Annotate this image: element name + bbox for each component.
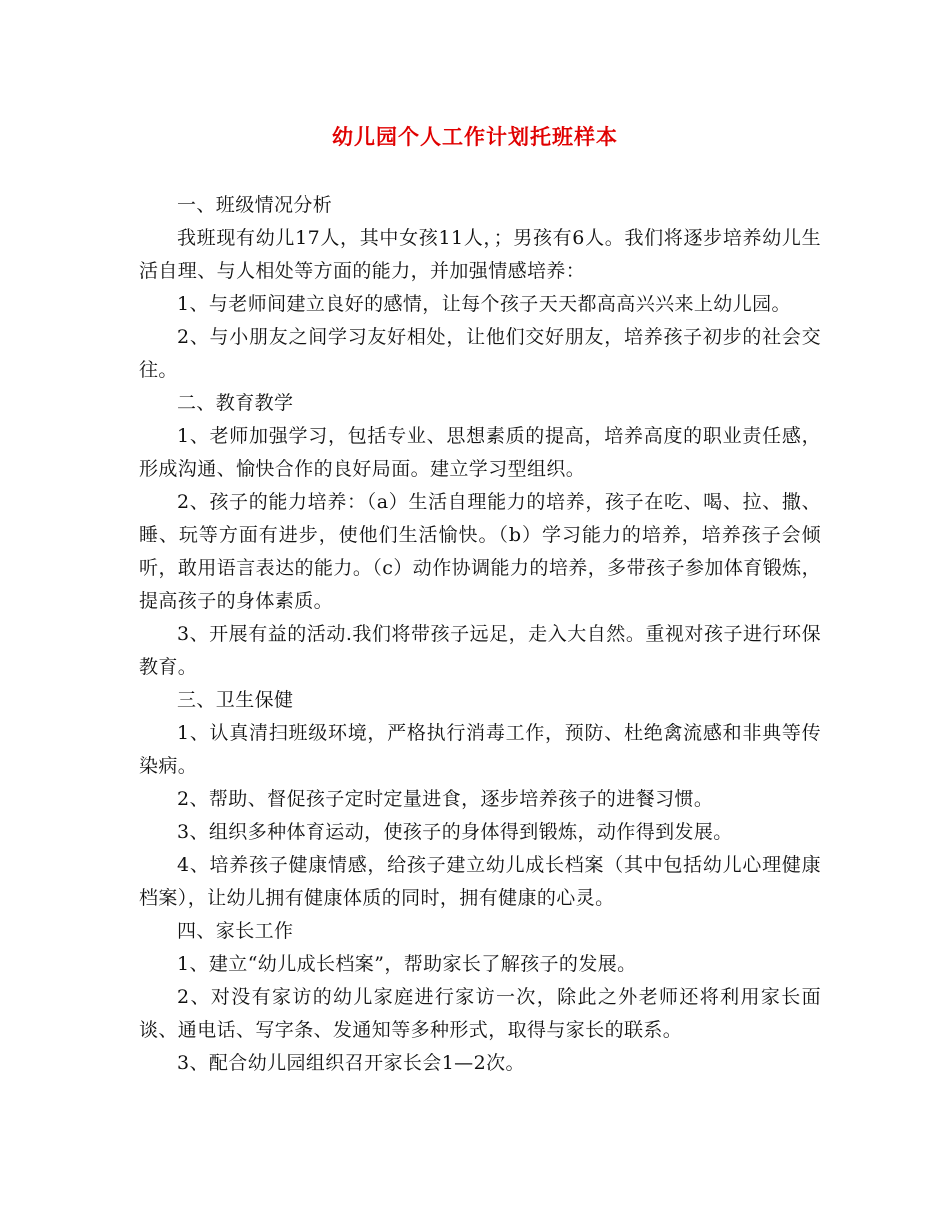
list-item: 1、老师加强学习，包括专业、思想素质的提高，培养高度的职业责任感，形成沟通、愉快合作的良好局面。建立学习型组织。 (139, 425, 821, 480)
section-heading: 四、家长工作 (177, 920, 294, 942)
document-title: 幼儿园个人工作计划托班样本 (332, 124, 618, 149)
section-heading: 二、教育教学 (177, 392, 294, 414)
list-item: 2、与小朋友之间学习友好相处，让他们交好朋友，培养孩子初步的社会交往。 (139, 326, 821, 381)
list-item: 2、对没有家访的幼儿家庭进行家访一次，除此之外老师还将利用家长面谈、通电话、写字条、发通知等多种形式，取得与家长的联系。 (139, 986, 821, 1041)
list-item: 1、建立“幼儿成长档案”，帮助家长了解孩子的发展。 (177, 953, 637, 975)
list-item: 1、与老师间建立良好的感情，让每个孩子天天都高高兴兴来上幼儿园。 (177, 293, 791, 315)
list-item: 2、孩子的能力培养：（a）生活自理能力的培养，孩子在吃、喝、拉、撒、睡、玩等方面有进步，使他们生活愉快。（b）学习能力的培养，培养孩子会倾听，敢用语言表达的能力。（c）动作协调能力的培养，多带孩子参加体育锻炼，提高孩子的身体素质。 (139, 491, 821, 612)
list-item: 2、帮助、督促孩子定时定量进食，逐步培养孩子的进餐习惯。 (177, 788, 714, 810)
paragraph: 我班现有幼儿17人，其中女孩11人，；男孩有6人。我们将逐步培养幼儿生活自理、与人相处等方面的能力，并加强情感培养： (139, 227, 821, 282)
section-heading: 三、卫生保健 (177, 689, 294, 711)
list-item: 3、组织多种体育运动，使孩子的身体得到锻炼，动作得到发展。 (177, 821, 733, 843)
section-heading: 一、班级情况分析 (177, 194, 333, 216)
list-item: 1、认真清扫班级环境，严格执行消毒工作，预防、杜绝禽流感和非典等传染病。 (139, 722, 821, 777)
list-item: 4、培养孩子健康情感，给孩子建立幼儿成长档案（其中包括幼儿心理健康档案），让幼儿拥有健康体质的同时，拥有健康的心灵。 (139, 854, 821, 909)
list-item: 3、配合幼儿园组织召开家长会1—2次。 (177, 1052, 525, 1074)
document-body (139, 189, 821, 1080)
list-item: 3、开展有益的活动.我们将带孩子远足，走入大自然。重视对孩子进行环保教育。 (139, 623, 821, 678)
